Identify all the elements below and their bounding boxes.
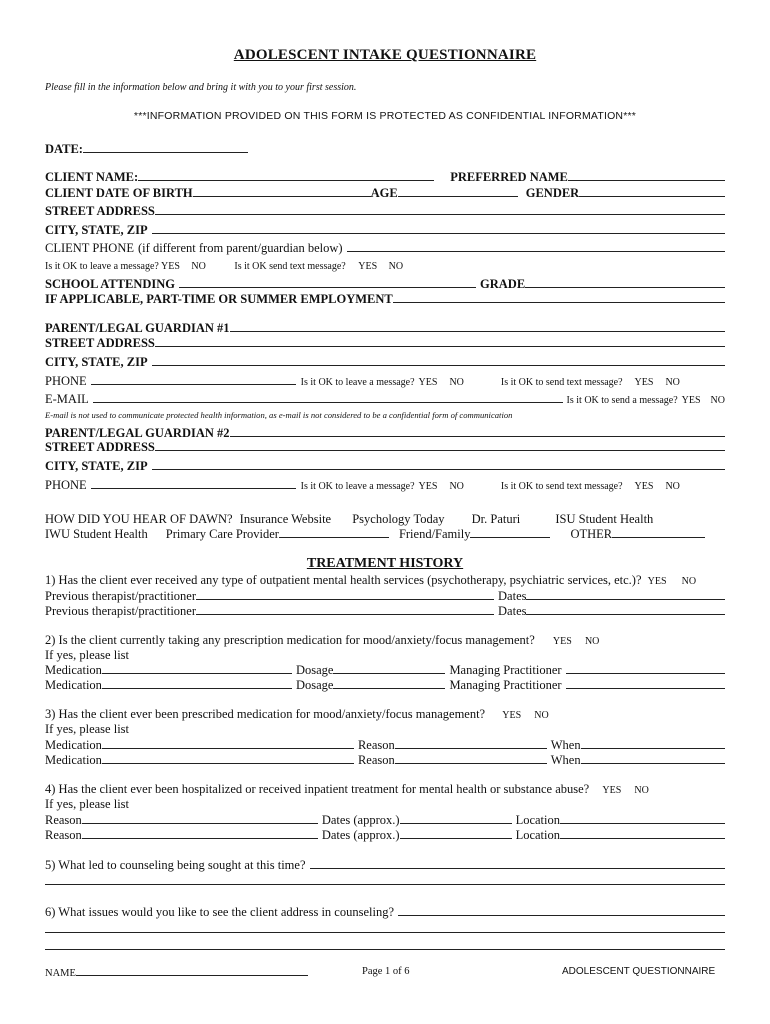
q3-when-label-2: When (550, 753, 581, 767)
age-field[interactable] (398, 185, 518, 197)
guardian2-street-field[interactable] (155, 439, 725, 451)
q5-text: 5) What led to counseling being sought at this time? (45, 858, 306, 872)
referral-pcp[interactable]: Primary Care Provider (165, 527, 279, 541)
footer-page: Page 1 of 6 (362, 966, 410, 977)
grade-field[interactable] (525, 276, 725, 288)
date-field[interactable] (83, 141, 248, 153)
guardian1-street-row (45, 335, 725, 351)
g2-msg-no[interactable]: NO (449, 481, 464, 492)
q3-when-field[interactable] (581, 737, 725, 749)
gender-label: GENDER (525, 186, 580, 200)
guardian2-phone-label: PHONE (45, 478, 87, 492)
referral-friend-field[interactable] (470, 526, 550, 538)
q3-text: 3) Has the client ever been prescribed medication for mood/anxiety/focus management? (45, 707, 486, 721)
g2-msg-question: Is it OK to leave a message? (300, 481, 415, 492)
client-name-label: CLIENT NAME: (45, 170, 139, 184)
q4-reason-label-2: Reason (45, 828, 82, 842)
q2-dosage-label: Dosage (295, 663, 334, 677)
fill-instruction: Please fill in the information below and bring it with you to your first session. (45, 82, 357, 93)
q1-dates-label: Dates (498, 589, 527, 603)
q3-ifyes: If yes, please list (45, 722, 130, 736)
q1-prev-row-1 (45, 588, 725, 604)
guardian1-row (45, 320, 725, 336)
q2-prac-field-2[interactable] (566, 677, 725, 689)
referral-pcp-field[interactable] (279, 526, 389, 538)
q2-ifyes: If yes, please list (45, 648, 130, 662)
employment-row (45, 291, 725, 307)
g1-email-msg-question: Is it OK to send a message? (566, 395, 678, 406)
q2-med-field-2[interactable] (102, 677, 292, 689)
guardian2-street-label: STREET ADDRESS (45, 440, 155, 454)
q2-med-label: Medication (45, 663, 102, 677)
q1-no[interactable]: NO (681, 576, 697, 587)
guardian2-city-field[interactable] (152, 458, 725, 470)
msg-no[interactable]: NO (191, 261, 206, 272)
q2-prac-label: Managing Practitioner (449, 663, 562, 677)
q3-med-field-2[interactable] (102, 752, 354, 764)
q3-no[interactable]: NO (534, 710, 549, 721)
guardian1-street-label: STREET ADDRESS (45, 336, 155, 350)
q2-text: 2) Is the client currently taking any prescription medication for mood/anxiety/focus management? (45, 633, 535, 647)
q6-field[interactable] (398, 904, 725, 916)
q4-location-field[interactable] (560, 812, 725, 824)
q3-med-label: Medication (45, 738, 102, 752)
date-row (45, 141, 725, 157)
q2-dosage-field-2[interactable] (333, 677, 445, 689)
street-label: STREET ADDRESS (45, 204, 155, 218)
q4-reason-field-2[interactable] (82, 827, 318, 839)
date-label: DATE: (45, 142, 83, 156)
q3-reason-label-2: Reason (357, 753, 395, 767)
g1-msg-question: Is it OK to leave a message? (300, 377, 415, 388)
g1-msg-no[interactable]: NO (449, 377, 464, 388)
q2-row (45, 633, 725, 649)
q1-prev-row-2 (45, 603, 725, 619)
q1-prev-label: Previous therapist/practitioner (45, 589, 197, 603)
guardian2-phone-row (45, 477, 725, 494)
q4-reason-label: Reason (45, 813, 82, 827)
q2-dosage-field[interactable] (333, 662, 445, 674)
q3-when-label: When (550, 738, 581, 752)
g1-text-no[interactable]: NO (665, 377, 680, 388)
street-field[interactable] (155, 203, 725, 215)
g1-msg-yes[interactable]: YES (418, 377, 438, 388)
q2-yes[interactable]: YES (552, 636, 572, 647)
preferred-name-field[interactable] (568, 169, 725, 181)
footer-name (45, 966, 308, 979)
q2-med-row-2 (45, 677, 725, 693)
q2-dosage-label-2: Dosage (295, 678, 334, 692)
q2-prac-field[interactable] (566, 662, 725, 674)
referral-isu[interactable]: ISU Student Health (555, 512, 654, 526)
client-street-row (45, 203, 725, 219)
q6-answer-line-1[interactable] (45, 932, 725, 933)
q3-reason-label: Reason (357, 738, 395, 752)
referral-question: HOW DID YOU HEAR OF DAWN? (45, 512, 233, 526)
q5-row (45, 857, 725, 873)
client-phone-field[interactable] (347, 240, 725, 252)
q1-text: 1) Has the client ever received any type of outpatient mental health services (psychotherapy, psychiatric services, etc.)? (45, 573, 642, 587)
referral-row-1 (45, 512, 725, 527)
q4-location-label-2: Location (515, 828, 560, 842)
referral-row-2 (45, 526, 725, 542)
guardian1-street-field[interactable] (155, 335, 725, 347)
confidentiality-notice: ***INFORMATION PROVIDED ON THIS FORM IS PROTECTED AS CONFIDENTIAL INFORMATION*** (133, 110, 637, 122)
text-yes[interactable]: YES (358, 261, 378, 272)
grade-label: GRADE (480, 277, 526, 291)
client-phone-note: (if different from parent/guardian below) (138, 241, 343, 255)
guardian1-city-field[interactable] (152, 354, 725, 366)
g1-email-no[interactable]: NO (710, 395, 725, 406)
dob-field[interactable] (193, 185, 371, 197)
g2-msg-yes[interactable]: YES (418, 481, 438, 492)
gender-field[interactable] (579, 185, 725, 197)
guardian1-email-field[interactable] (93, 391, 563, 403)
guardian2-city-row (45, 458, 725, 474)
city-field[interactable] (152, 222, 725, 234)
client-name-row (45, 169, 725, 185)
g1-text-yes[interactable]: YES (634, 377, 654, 388)
q5-field[interactable] (310, 857, 726, 869)
q2-prac-label-2: Managing Practitioner (449, 678, 562, 692)
client-city-row (45, 222, 725, 238)
q3-reason-field-2[interactable] (395, 752, 547, 764)
msg-question: Is it OK to leave a message? (45, 261, 159, 272)
text-question: Is it OK send text message? (234, 261, 346, 272)
guardian2-street-row (45, 439, 725, 455)
guardian2-field[interactable] (230, 425, 725, 437)
email-disclaimer: E-mail is not used to communicate protected health information, as e-mail is not considered to be a confidential form of communication (45, 410, 513, 420)
g2-text-yes[interactable]: YES (634, 481, 654, 492)
q2-med-field[interactable] (102, 662, 292, 674)
q6-row (45, 904, 725, 920)
msg-yes[interactable]: YES (161, 261, 180, 272)
city-label: CITY, STATE, ZIP (45, 223, 148, 237)
q4-text: 4) Has the client ever been hospitalized or received inpatient treatment for mental health or substance abuse? (45, 782, 590, 796)
q1-dates-field[interactable] (526, 588, 725, 600)
referral-iwu[interactable]: IWU Student Health (45, 527, 148, 541)
q6-text: 6) What issues would you like to see the client address in counseling? (45, 905, 394, 919)
age-label: AGE (370, 186, 398, 200)
referral-other-field[interactable] (612, 526, 705, 538)
preferred-name-label: PREFERRED NAME (450, 170, 568, 184)
q4-location-label: Location (515, 813, 560, 827)
employment-field[interactable] (393, 291, 725, 303)
q5-answer-line[interactable] (45, 884, 725, 885)
q4-reason-field[interactable] (82, 812, 318, 824)
q2-no[interactable]: NO (584, 636, 600, 647)
q1-row (45, 573, 725, 589)
q4-dates-label-2: Dates (approx.) (321, 828, 400, 842)
guardian1-city-row (45, 354, 725, 370)
q1-yes[interactable]: YES (647, 576, 667, 587)
referral-insurance[interactable]: Insurance Website (239, 512, 332, 526)
q1-dates-label-2: Dates (498, 604, 527, 618)
school-field[interactable] (179, 276, 476, 288)
guardian1-email-label: E-MAIL (45, 392, 89, 406)
treatment-heading: TREATMENT HISTORY (306, 556, 464, 571)
guardian2-label: PARENT/LEGAL GUARDIAN #2 (45, 426, 230, 440)
guardian2-city-label: CITY, STATE, ZIP (45, 459, 148, 473)
guardian1-city-label: CITY, STATE, ZIP (45, 355, 148, 369)
guardian1-email-row (45, 391, 725, 408)
q3-med-label-2: Medication (45, 753, 102, 767)
school-row (45, 276, 725, 292)
g2-text-no[interactable]: NO (665, 481, 680, 492)
footer-name-label: NAME (45, 968, 76, 979)
client-dob-row (45, 185, 725, 201)
q4-location-field-2[interactable] (560, 827, 725, 839)
dob-label: CLIENT DATE OF BIRTH (45, 186, 193, 200)
guardian1-label: PARENT/LEGAL GUARDIAN #1 (45, 321, 230, 335)
q4-yes[interactable]: YES (602, 785, 622, 796)
q6-answer-line-2[interactable] (45, 949, 725, 950)
q2-med-label-2: Medication (45, 678, 102, 692)
q3-when-field-2[interactable] (581, 752, 725, 764)
q4-dates-field[interactable] (400, 812, 512, 824)
q4-row-2 (45, 827, 725, 843)
g1-text-question: Is it OK to send text message? (500, 377, 623, 388)
q2-med-row-1 (45, 662, 725, 678)
employment-label: IF APPLICABLE, PART-TIME OR SUMMER EMPLOYMENT (45, 292, 393, 306)
client-phone-label: CLIENT PHONE (45, 241, 135, 255)
q4-no[interactable]: NO (634, 785, 649, 796)
referral-dr-paturi[interactable]: Dr. Paturi (471, 512, 521, 526)
q1-dates-field-2[interactable] (526, 603, 725, 615)
guardian1-phone-field[interactable] (91, 373, 296, 385)
guardian1-field[interactable] (230, 320, 725, 332)
client-name-field[interactable] (138, 169, 434, 181)
referral-psychology-today[interactable]: Psychology Today (352, 512, 445, 526)
q4-row (45, 782, 725, 798)
footer-doc-title: ADOLESCENT QUESTIONNAIRE (562, 966, 716, 977)
q3-med-row-2 (45, 752, 725, 768)
q3-med-row-1 (45, 737, 725, 753)
g1-email-yes[interactable]: YES (681, 395, 701, 406)
guardian1-phone-row (45, 373, 725, 390)
q3-row (45, 707, 725, 723)
footer-name-field[interactable] (76, 966, 308, 976)
g2-text-question: Is it OK to send text message? (500, 481, 623, 492)
q3-med-field[interactable] (102, 737, 354, 749)
client-message-row (45, 259, 725, 274)
q1-prev-field[interactable] (196, 588, 494, 600)
q4-row-1 (45, 812, 725, 828)
client-phone-row (45, 240, 725, 256)
form-title: ADOLESCENT INTAKE QUESTIONNAIRE (233, 47, 537, 63)
text-no[interactable]: NO (388, 261, 404, 272)
q4-dates-field-2[interactable] (400, 827, 512, 839)
guardian1-phone-label: PHONE (45, 374, 87, 388)
q3-yes[interactable]: YES (502, 710, 522, 721)
q1-prev-label-2: Previous therapist/practitioner (45, 604, 197, 618)
school-label: SCHOOL ATTENDING (45, 277, 176, 291)
q1-prev-field-2[interactable] (196, 603, 494, 615)
q3-reason-field[interactable] (395, 737, 547, 749)
guardian2-phone-field[interactable] (91, 477, 296, 489)
q4-ifyes: If yes, please list (45, 797, 130, 811)
q4-dates-label: Dates (approx.) (321, 813, 400, 827)
referral-friend[interactable]: Friend/Family (398, 527, 471, 541)
referral-other[interactable]: OTHER (570, 527, 613, 541)
